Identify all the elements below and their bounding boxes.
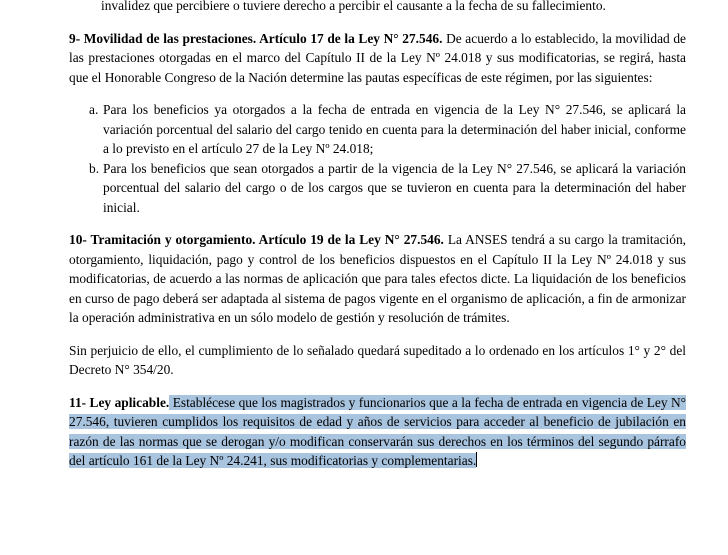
section-9-intro-text: De acuerdo a lo establecido, la movilidad de las prestaciones otorgadas en el marco del Capítulo II de la Ley Nº 24.018 y sus modificatorias, se regirá, hasta que el Honorable Congreso de la Nación determine las pautas específicas de este régimen, por las siguientes: [69, 30, 686, 85]
spacer [69, 217, 686, 230]
section-9-intro [69, 29, 686, 88]
section-9-heading: 9- Movilidad de las prestaciones. Artículo 17 de la Ley N° 27.546. [69, 30, 443, 46]
spacer [69, 328, 686, 341]
section-9-list [69, 100, 686, 217]
section-10-heading: 10- Tramitación y otorgamiento. Artículo 19 de la Ley N° 27.546. [69, 232, 444, 247]
spacer [69, 87, 686, 100]
section-10-body [69, 230, 686, 328]
section-11-body[interactable] [69, 393, 686, 471]
section-10-body-text: La ANSES tendrá a su cargo la tramitación, otorgamiento, liquidación, pago y control de los beneficios dispuestos en el Capítulo II la Ley Nº 24.018 y sus modificatorias, de acuerdo a las normas de aplicación que para tales efectos dicte. La liquidación de los beneficios en curso de pago deberá ser adaptada al sistema de pagos vigente en el organismo de aplicación, a fin de armonizar la operación administrativa en un sólo modelo de gestión y resolución de trámites. [69, 232, 686, 325]
text-cursor [476, 452, 477, 467]
spacer [69, 16, 686, 29]
list-item-text: Para los beneficios ya otorgados a la fecha de entrada en vigencia de la Ley N° 27.546, se aplicará la variación porcentual del salario del cargo tenido en cuenta para la determinación del haber inicial, conforme a lo previsto en el artículo 27 de la Ley Nº 24.018; [103, 102, 686, 156]
spacer [69, 380, 686, 393]
selected-text-highlight[interactable]: Establécese que los magistrados y funcionarios que a la fecha de entrada en vigencia de Ley N° 27.546, tuvieren cumplidos los requisitos de edad y años de servicios para acceder al beneficio de jubilación en razón de las normas que se derogan y/o modifican conservarán sus derechos en los términos del segundo párrafo del artículo 161 de la Ley Nº 24.241, sus modificatorias y complementarias. [69, 394, 686, 468]
list-item [69, 100, 686, 159]
list-item-marker: a. [89, 102, 99, 117]
section-11-heading: 11- Ley aplicable. [69, 394, 170, 410]
list-item [69, 159, 686, 218]
list-item-marker: b. [89, 160, 100, 176]
list-item-text: Para los beneficios que sean otorgados a partir de la vigencia de la Ley N° 27.546, se aplicará la variación porcentual del salario del cargo o de los cargos que se tuvieron en cuenta para la determinación del haber inicial. [103, 160, 686, 215]
section-10-note: Sin perjuicio de ello, el cumplimiento de lo señalado quedará supeditado a lo ordenado en los artículos 1° y 2° del Decreto N° 354/20. [69, 342, 686, 377]
document-page [69, 0, 686, 471]
top-fragment-line: invalidez que percibiere o tuviere derecho a percibir el causante a la fecha de su fallecimiento. [101, 0, 606, 13]
